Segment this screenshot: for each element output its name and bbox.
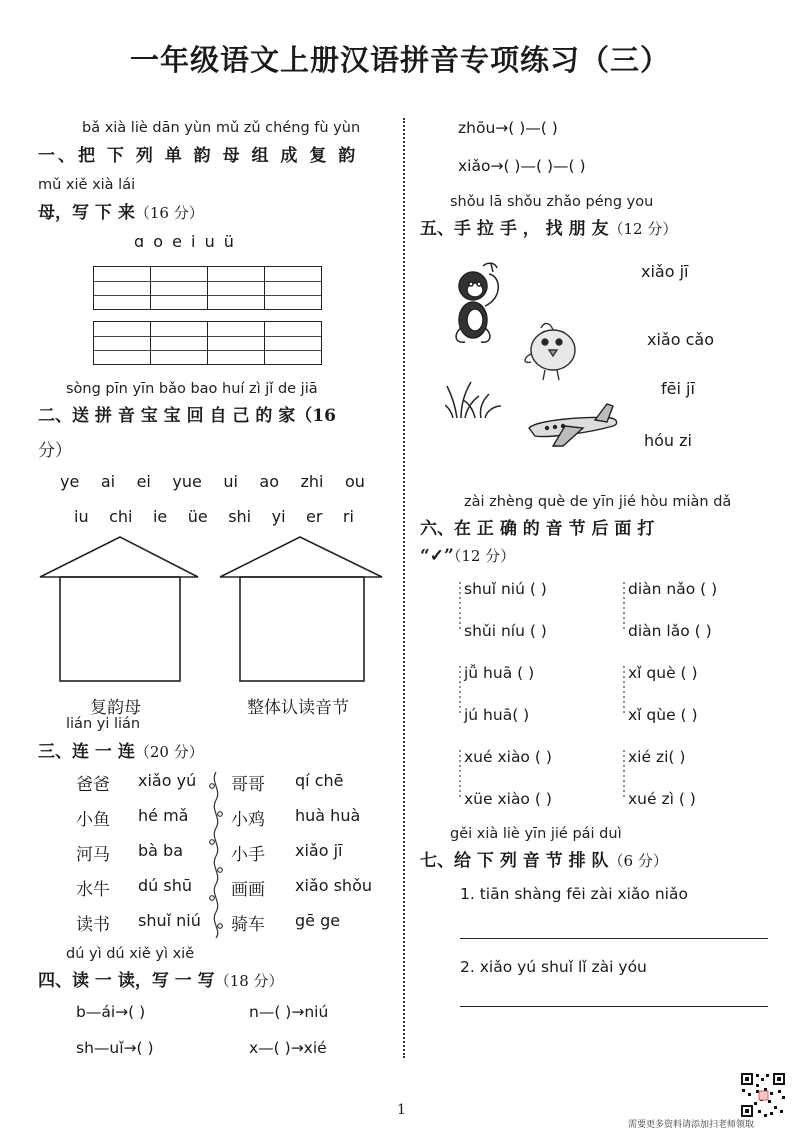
s7-question-1: 1. tiān shàng fēi zài xiǎo niǎo (460, 885, 688, 903)
match-item[interactable]: 河马 (76, 845, 110, 865)
s4-item[interactable]: x—( )→xié (249, 1039, 327, 1057)
choice-item[interactable]: jǚ huā ( ) (464, 664, 535, 682)
choice-item[interactable]: diàn nǎo ( ) (628, 580, 718, 598)
s4-points: （18 分） (214, 972, 284, 990)
s3-heading: 三、连 一 连（20 分） (38, 742, 204, 762)
s3-left-hanzi (76, 770, 136, 945)
s5-word[interactable]: fēi jī (661, 379, 695, 398)
syllable[interactable]: chi (109, 507, 133, 526)
s2-pinyin: sòng pīn yīn bǎo bao huí zì jǐ de jiā (66, 381, 318, 397)
syllable[interactable]: ui (223, 472, 238, 491)
houses-drawing (36, 533, 386, 683)
s3-right-pinyin (295, 771, 385, 946)
match-item[interactable]: 读书 (76, 915, 110, 935)
match-item[interactable]: 小鱼 (76, 810, 110, 830)
vine-divider (207, 770, 225, 940)
s2-syllable-row-1 (60, 472, 365, 491)
syllable[interactable]: ao (259, 472, 279, 491)
s7-answer-line-1[interactable] (460, 938, 768, 939)
house-left-label: 复韵母 (90, 698, 141, 718)
page-number: 1 (397, 1102, 406, 1118)
s6-points: （12 分） (453, 547, 516, 565)
s4-item-cont[interactable]: zhōu→( )—( ) (458, 119, 558, 137)
s1-letters: ɑ o e i u ü (134, 232, 236, 251)
s2-syllable-row-2 (74, 507, 354, 526)
s7-pinyin: gěi xià liè yīn jié pái duì (450, 826, 622, 842)
s4-item[interactable]: b—ái→( ) (76, 1003, 146, 1021)
choice-item[interactable]: xǐ què ( ) (628, 664, 698, 682)
match-item[interactable]: hé mǎ (138, 806, 189, 825)
syllable[interactable]: ri (342, 507, 354, 526)
match-item[interactable]: xiǎo shǒu (295, 876, 372, 895)
footer-note: 需要更多资料请添加扫老师领取 (628, 1120, 755, 1130)
match-item[interactable]: 画画 (231, 880, 265, 900)
s1-points: （16 分） (134, 204, 204, 222)
choice-item[interactable]: xǐ qùe ( ) (628, 706, 698, 724)
match-item[interactable]: qí chē (295, 771, 344, 790)
choice-item[interactable]: shuǐ niú ( ) (464, 580, 547, 598)
s3-left-pinyin (138, 771, 218, 946)
match-item[interactable]: 小鸡 (231, 810, 265, 830)
grass-icon[interactable] (445, 382, 501, 418)
s7-answer-line-2[interactable] (460, 1006, 768, 1007)
match-item[interactable]: bà ba (138, 841, 184, 860)
choice-item[interactable]: jú huā( ) (464, 706, 530, 724)
s1-heading-line2: 母，写 下 来（16 分） (38, 203, 204, 223)
choice-item[interactable]: xué xiào ( ) (464, 748, 552, 766)
s3-right-hanzi (231, 770, 291, 945)
s4-pinyin: dú yì dú xiě yì xiě (66, 946, 195, 962)
house-left[interactable] (40, 537, 198, 681)
s5-heading: 五、手 拉 手 ， 找 朋 友（12 分） (420, 219, 678, 239)
s4-heading: 四、读 一 读，写 一 写（18 分） (38, 971, 284, 991)
syllable[interactable]: shi (228, 507, 252, 526)
s4-item[interactable]: sh—uǐ→( ) (76, 1039, 154, 1057)
page-title: 一年级语文上册汉语拼音专项练习（三） (129, 43, 670, 77)
s1-pinyin-line2: mǔ xiě xià lái (38, 177, 136, 193)
syllable[interactable]: üe (187, 507, 208, 526)
house-right[interactable] (220, 537, 382, 681)
match-item[interactable]: 爸爸 (76, 775, 110, 795)
syllable[interactable]: yi (271, 507, 286, 526)
s7-question-2: 2. xiǎo yú shuǐ lǐ zài yóu (460, 958, 647, 976)
s6-bracket-dots (456, 578, 646, 818)
s4-item[interactable]: n—( )→niú (249, 1003, 329, 1021)
s3-pinyin: lián yi lián (66, 716, 141, 732)
writing-grid-1[interactable] (93, 266, 322, 310)
choice-item[interactable]: diàn lǎo ( ) (628, 622, 712, 640)
syllable[interactable]: ou (344, 472, 365, 491)
match-item[interactable]: shuǐ niú (138, 911, 201, 930)
choice-item[interactable]: xüe xiào ( ) (464, 790, 552, 808)
s6-heading-line1: 六、在 正 确 的 音 节 后 面 打 (420, 519, 655, 539)
writing-grid-2[interactable] (93, 321, 322, 365)
match-item[interactable]: 水牛 (76, 880, 110, 900)
choice-item[interactable]: shǔi níu ( ) (464, 622, 547, 640)
s5-pinyin: shǒu lā shǒu zhǎo péng you (450, 194, 654, 210)
s7-heading: 七、给 下 列 音 节 排 队（6 分） (420, 851, 668, 871)
s5-pictures (445, 258, 625, 458)
s3-points: （20 分） (134, 743, 204, 761)
choice-item[interactable]: xué zì ( ) (628, 790, 696, 808)
syllable[interactable]: yue (172, 472, 202, 491)
syllable[interactable]: ye (60, 472, 80, 491)
chick-icon[interactable] (525, 324, 575, 380)
match-item[interactable]: dú shū (138, 876, 192, 895)
s7-points: （6 分） (608, 852, 668, 870)
match-item[interactable]: xiǎo yú (138, 771, 197, 790)
match-item[interactable]: 骑车 (231, 915, 265, 935)
s5-word[interactable]: hóu zi (644, 431, 692, 450)
syllable[interactable]: zhi (300, 472, 324, 491)
monkey-icon[interactable] (456, 263, 498, 342)
s1-heading-line1: 一、把 下 列 单 韵 母 组 成 复 韵 (38, 146, 359, 166)
column-divider (403, 118, 405, 1058)
s6-heading-line2: “✓”（12 分） (420, 546, 516, 566)
s5-word[interactable]: xiǎo cǎo (647, 330, 714, 349)
qr-code-icon (740, 1072, 786, 1118)
s2-heading-line2: 分） (38, 441, 72, 461)
syllable[interactable]: ie (152, 507, 168, 526)
match-item[interactable]: 哥哥 (231, 775, 265, 795)
syllable[interactable]: iu (74, 507, 89, 526)
choice-item[interactable]: xié zi( ) (628, 748, 686, 766)
s5-points: （12 分） (608, 220, 678, 238)
s4-item-cont[interactable]: xiǎo→( )—( )—( ) (458, 157, 586, 175)
airplane-icon[interactable] (529, 404, 617, 446)
syllable[interactable]: er (306, 507, 323, 526)
s1-pinyin-line1: bǎ xià liè dān yùn mǔ zǔ chéng fù yùn (82, 120, 361, 136)
s6-pinyin: zài zhèng què de yīn jié hòu miàn dǎ (464, 494, 732, 510)
s5-word[interactable]: xiǎo jī (641, 262, 689, 281)
s2-heading-line1: 二、送 拼 音 宝 宝 回 自 己 的 家（16 (38, 406, 336, 426)
match-item[interactable]: xiǎo jī (295, 841, 343, 860)
house-right-label: 整体认读音节 (247, 698, 349, 718)
syllable[interactable]: ei (136, 472, 151, 491)
match-item[interactable]: gē ge (295, 911, 341, 930)
match-item[interactable]: huà huà (295, 806, 361, 825)
match-item[interactable]: 小手 (231, 845, 265, 865)
syllable[interactable]: ai (100, 472, 116, 491)
